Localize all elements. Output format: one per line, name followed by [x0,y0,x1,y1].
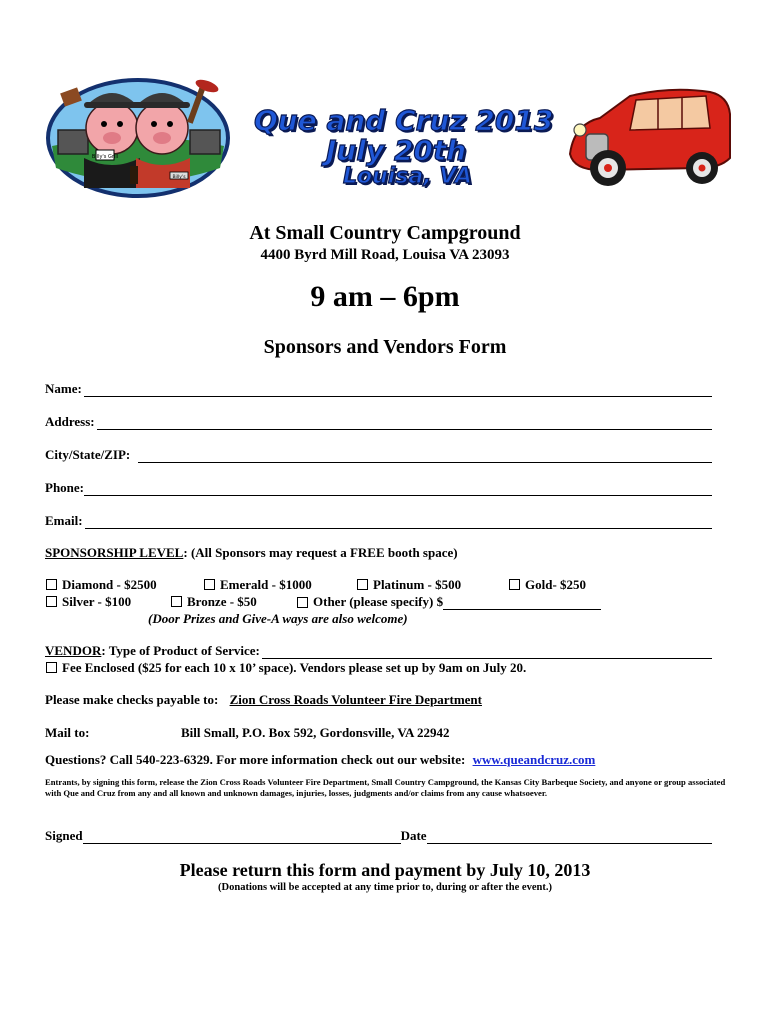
email-label: Email: [45,513,83,528]
event-hours: 9 am – 6pm [310,280,460,313]
payment-label: Please make checks payable to: [45,692,219,707]
form-title: Sponsors and Vendors Form [263,336,507,358]
questions-row [45,752,595,768]
sponsorship-heading-row [45,545,458,561]
signature-line[interactable] [83,831,401,844]
sponsor-emerald-label: Emerald - $1000 [220,577,312,592]
phone-field[interactable] [45,480,712,496]
sponsor-bronze-option[interactable] [171,594,257,610]
sponsor-gold-option[interactable] [509,577,586,593]
door-prizes-note: (Door Prizes and Give-A ways are also welcome) [148,611,408,626]
release-text: Entrants, by signing this form, release the Zion Cross Roads Volunteer Fire Department, Small Country Campground, the Kansas City Barbeque Society, and anyone or group associated with Que and Cruz from any and all known and unknown damages, injuries, losses, judgments and/or claims from any cause whatsoever. [45,777,726,798]
sponsor-other-option[interactable] [297,594,601,610]
signed-label: Signed [45,828,83,843]
vendor-fee-label: Fee Enclosed ($25 for each 10 x 10’ space). Vendors please set up by 9am on July 20. [62,660,527,675]
sponsor-gold-label: Gold- $250 [525,577,587,592]
phone-label: Phone: [45,480,84,495]
event-date: July 20th [326,134,467,167]
address-field[interactable] [45,414,712,430]
sponsor-silver-label: Silver - $100 [62,594,132,609]
checkbox-icon[interactable] [46,596,57,607]
logo-sign-left: Billy's Grill [91,154,119,160]
sponsorship-note: : (All Sponsors may request a FREE booth space) [183,545,458,560]
vendor-heading: VENDOR [45,643,102,658]
venue-address: 4400 Byrd Mill Road, Louisa VA 23093 [260,247,510,263]
sponsor-bronze-label: Bronze - $50 [187,594,257,609]
vendor-product-field[interactable] [45,643,712,659]
checkbox-icon[interactable] [204,579,215,590]
email-field[interactable] [45,513,712,529]
sponsor-diamond-label: Diamond - $2500 [62,577,157,592]
checkbox-icon[interactable] [297,597,308,608]
city-state-zip-label: City/State/ZIP: [45,447,131,462]
sponsor-diamond-option[interactable] [46,577,157,593]
vendor-fee-option[interactable] [46,660,526,676]
sponsor-platinum-label: Platinum - $500 [373,577,462,592]
return-deadline: Please return this form and payment by July 10, 2013 [179,860,591,880]
questions-text: Questions? Call 540-223-6329. For more information check out our website: [45,752,466,767]
checkbox-icon[interactable] [509,579,520,590]
event-location: Louisa, VA [343,164,472,189]
event-title: Que and Cruz 2013 [254,104,554,137]
logo-sign-right: Billy's [172,175,186,180]
signature-row[interactable] [45,828,712,844]
mail-label: Mail to: [45,725,90,740]
payment-payee: Zion Cross Roads Volunteer Fire Department [229,692,482,707]
website-link[interactable]: www.queandcruz.com [472,752,596,767]
sponsor-other-label: Other (please specify) $ [313,594,444,609]
city-state-zip-field[interactable] [45,447,712,463]
sponsor-platinum-option[interactable] [357,577,461,593]
name-label: Name: [45,381,82,396]
vendor-label: : Type of Product of Service: [101,643,260,658]
date-line[interactable] [427,831,712,844]
venue-name: At Small Country Campground [249,222,521,244]
sponsorship-heading: SPONSORSHIP LEVEL [45,545,184,560]
pig-bbq-logo [44,68,232,198]
address-label: Address: [45,414,95,429]
checkbox-icon[interactable] [171,596,182,607]
checkbox-icon[interactable] [46,662,57,673]
sponsor-emerald-option[interactable] [204,577,312,593]
mail-address: Bill Small, P.O. Box 592, Gordonsville, VA 22942 [181,725,450,740]
donations-note: (Donations will be accepted at any time prior to, during or after the event.) [218,882,552,893]
payment-row [45,692,482,708]
red-woody-car-image [560,84,736,194]
checkbox-icon[interactable] [357,579,368,590]
checkbox-icon[interactable] [46,579,57,590]
date-label: Date [400,828,427,843]
name-field[interactable] [45,381,712,397]
sponsor-silver-option[interactable] [46,594,131,610]
